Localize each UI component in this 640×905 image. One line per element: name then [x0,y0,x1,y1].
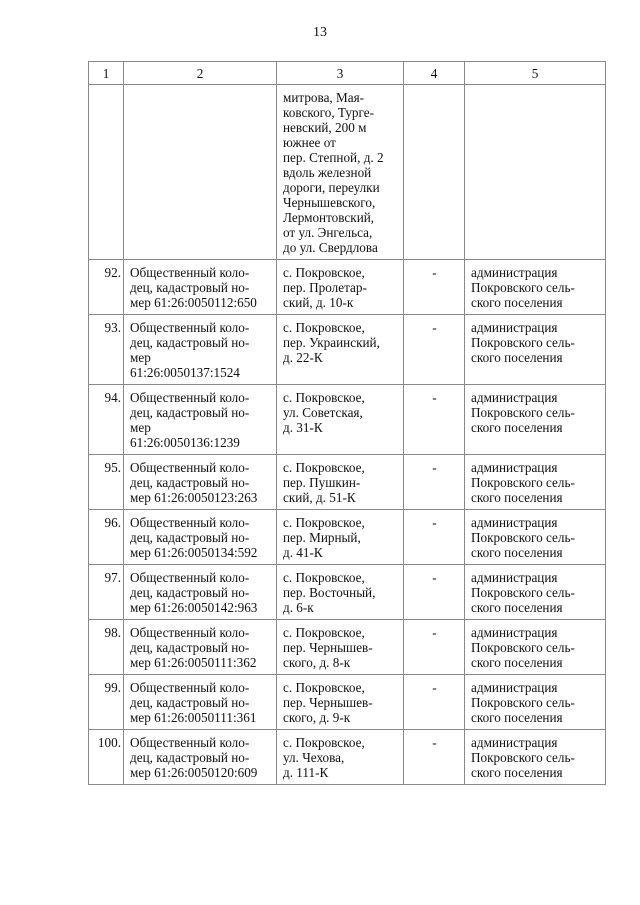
address-cell [277,565,404,620]
owner-line: ского поселения [471,420,563,435]
address-cell [277,455,404,510]
table-row [89,385,606,455]
address-cell [277,675,404,730]
name-line: дец, кадастровый но- [130,405,250,420]
name-cell [124,315,277,385]
name-line: мер 61:26:0050112:650 [130,295,257,310]
col4-cell: - [404,455,465,510]
owner-cell [465,675,606,730]
name-line: дец, кадастровый но- [130,530,250,545]
owner-line: администрация [471,320,558,335]
table-row [89,730,606,785]
address-line: пер. Восточный, [283,585,376,600]
owner-line: Покровского сель- [471,750,575,765]
row-number: 99. [89,675,124,730]
owner-line: администрация [471,265,558,280]
name-line: Общественный коло- [130,680,250,695]
address-cell [277,620,404,675]
owner-line: ского поселения [471,490,563,505]
owner-cell [465,565,606,620]
owner-line: администрация [471,625,558,640]
address-line: д. 111-К [283,765,329,780]
owner-line: администрация [471,390,558,405]
col4-cell: - [404,620,465,675]
col4-cell: - [404,315,465,385]
header-cell-1: 1 [89,62,124,85]
name-cell [124,565,277,620]
table-row [89,565,606,620]
owner-cell [465,260,606,315]
address-line: с. Покровское, [283,735,365,750]
continuation-row [89,85,606,260]
name-line: мер 61:26:0050120:609 [130,765,258,780]
owner-cell [465,730,606,785]
owner-cell [465,510,606,565]
address-line: ул. Советская, [283,405,363,420]
name-cell [124,510,277,565]
name-line: 61:26:0050136:1239 [130,435,240,450]
name-line: мер [130,420,151,435]
owner-line: ского поселения [471,710,563,725]
address-line: невский, 200 м [283,120,367,135]
owner-line: Покровского сель- [471,530,575,545]
address-cell [277,385,404,455]
name-line: дец, кадастровый но- [130,475,250,490]
table-row [89,675,606,730]
address-line: с. Покровское, [283,460,365,475]
address-line: с. Покровское, [283,265,365,280]
owner-line: администрация [471,515,558,530]
owner-line: Покровского сель- [471,335,575,350]
owner-cell [465,315,606,385]
row-number: 92. [89,260,124,315]
address-line: пер. Мирный, [283,530,361,545]
address-line: с. Покровское, [283,680,365,695]
header-cell-4: 4 [404,62,465,85]
row-number: 98. [89,620,124,675]
owner-line: Покровского сель- [471,640,575,655]
wells-table [88,61,606,785]
name-cell [124,730,277,785]
owner-line: ского поселения [471,655,563,670]
address-line: с. Покровское, [283,390,365,405]
owner-line: администрация [471,460,558,475]
name-line: Общественный коло- [130,265,250,280]
col4-cell: - [404,260,465,315]
owner-line: Покровского сель- [471,695,575,710]
address-line: с. Покровское, [283,570,365,585]
owner-cell [465,455,606,510]
address-cell [277,510,404,565]
address-line: пер. Чернышев- [283,640,373,655]
owner-line: ского поселения [471,350,563,365]
col4-cell: - [404,385,465,455]
owner-line: администрация [471,570,558,585]
name-cell [124,385,277,455]
owner-cell [465,385,606,455]
owner-line: администрация [471,735,558,750]
header-cell-3: 3 [277,62,404,85]
name-line: Общественный коло- [130,625,250,640]
owner-cell [465,85,606,260]
row-number: 94. [89,385,124,455]
name-cell [124,85,277,260]
address-cell [277,85,404,260]
address-line: д. 31-К [283,420,323,435]
col4-cell: - [404,675,465,730]
address-line: ского, д. 8-к [283,655,351,670]
address-line: д. 6-к [283,600,314,615]
table-row [89,315,606,385]
name-line: дец, кадастровый но- [130,280,250,295]
col4-cell: - [404,565,465,620]
owner-line: Покровского сель- [471,585,575,600]
name-line: Общественный коло- [130,460,250,475]
col4-cell: - [404,510,465,565]
owner-line: ского поселения [471,295,563,310]
address-line: пер. Украинский, [283,335,380,350]
address-line: ский, д. 51-К [283,490,356,505]
name-line: Общественный коло- [130,735,250,750]
name-line: дец, кадастровый но- [130,750,250,765]
name-line: мер 61:26:0050111:362 [130,655,257,670]
address-line: ского, д. 9-к [283,710,351,725]
address-line: пер. Чернышев- [283,695,373,710]
header-row [89,62,606,85]
name-cell [124,675,277,730]
name-line: мер 61:26:0050134:592 [130,545,258,560]
name-line: Общественный коло- [130,515,250,530]
row-number: 93. [89,315,124,385]
name-line: Общественный коло- [130,390,250,405]
address-line: ковского, Турге- [283,105,374,120]
table-row [89,620,606,675]
owner-line: администрация [471,680,558,695]
name-line: дец, кадастровый но- [130,585,250,600]
row-number: 97. [89,565,124,620]
address-line: с. Покровское, [283,320,365,335]
address-line: д. 41-К [283,545,323,560]
name-line: 61:26:0050137:1524 [130,365,240,380]
address-line: Чернышевского, [283,195,376,210]
header-cell-2: 2 [124,62,277,85]
name-line: Общественный коло- [130,570,250,585]
col4-cell [404,85,465,260]
owner-line: Покровского сель- [471,280,575,295]
name-line: мер 61:26:0050111:361 [130,710,257,725]
name-line: мер 61:26:0050123:263 [130,490,258,505]
page-number: 13 [313,25,327,40]
name-cell [124,620,277,675]
name-line: дец, кадастровый но- [130,695,250,710]
name-line: дец, кадастровый но- [130,640,250,655]
address-line: с. Покровское, [283,515,365,530]
name-line: мер 61:26:0050142:963 [130,600,258,615]
address-cell [277,730,404,785]
address-line: от ул. Энгельса, [283,225,373,240]
row-number: 95. [89,455,124,510]
address-line: с. Покровское, [283,625,365,640]
owner-line: ского поселения [471,545,563,560]
address-cell [277,315,404,385]
name-line: дец, кадастровый но- [130,335,250,350]
address-line: пер. Пролетар- [283,280,367,295]
name-cell [124,455,277,510]
table-row [89,455,606,510]
name-line: Общественный коло- [130,320,250,335]
address-cell [277,260,404,315]
num-cell [89,85,124,260]
owner-line: Покровского сель- [471,405,575,420]
address-line: митрова, Мая- [283,90,365,105]
name-cell [124,260,277,315]
address-line: ский, д. 10-к [283,295,354,310]
owner-line: Покровского сель- [471,475,575,490]
col4-cell: - [404,730,465,785]
row-number: 100. [89,730,124,785]
owner-line: ского поселения [471,765,563,780]
address-line: д. 22-К [283,350,323,365]
address-line: до ул. Свердлова [283,240,378,255]
table-row [89,260,606,315]
address-line: Лермонтовский, [283,210,375,225]
address-line: пер. Степной, д. 2 [283,150,384,165]
address-line: южнее от [283,135,336,150]
owner-line: ского поселения [471,600,563,615]
header-cell-5: 5 [465,62,606,85]
address-line: дороги, переулки [283,180,380,195]
address-line: ул. Чехова, [283,750,345,765]
owner-cell [465,620,606,675]
table-row [89,510,606,565]
name-line: мер [130,350,151,365]
address-line: пер. Пушкин- [283,475,361,490]
address-line: вдоль железной [283,165,372,180]
row-number: 96. [89,510,124,565]
